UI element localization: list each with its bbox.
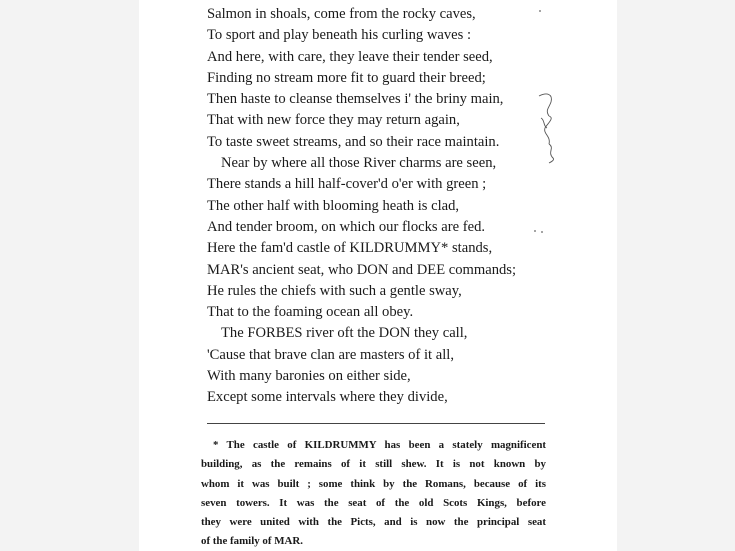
poem-line: And tender broom, on which our flocks are fed. <box>207 218 486 235</box>
poem-line: The other half with blooming heath is clad, <box>207 197 460 214</box>
poem-line: Except some intervals where they divide, <box>207 389 448 406</box>
poem-line: Finding no stream more fit to guard their breed; <box>207 69 486 86</box>
poem-text <box>207 4 607 409</box>
paper-speck <box>541 231 543 233</box>
poem-line: And here, with care, they leave their tender seed, <box>207 48 493 65</box>
poem-line: Salmon in shoals, come from the rocky caves, <box>207 6 476 22</box>
poem-line: To sport and play beneath his curling waves : <box>207 27 472 44</box>
poem-line: There stands a hill half-cover'd o'er with green ; <box>207 176 487 193</box>
footnote-line: they were united with the Picts, and is now the principal seat <box>201 516 546 529</box>
poem-line: The FORBES river oft the DON they call, <box>221 325 468 342</box>
paper-speck <box>539 10 541 12</box>
footnote-line: seven towers. It was the seat of the old Scots Kings, before <box>201 496 546 509</box>
poem-line: With many baronies on either side, <box>207 368 411 385</box>
poem-line: That with new force they may return again, <box>207 112 460 129</box>
handwritten-bracket-mark <box>537 88 567 164</box>
paper-speck <box>534 230 536 232</box>
poem-line: To taste sweet streams, and so their race maintain. <box>207 133 500 150</box>
poem-line: Then haste to cleanse themselves i' the briny main, <box>207 91 504 108</box>
poem-line: That to the foaming ocean all obey. <box>207 304 414 321</box>
poem-line: 'Cause that brave clan are masters of it all, <box>207 346 454 363</box>
footnote-line: * The castle of KILDRUMMY has been a stately magnificent <box>213 439 546 451</box>
footnote-line: of the family of MAR. <box>201 535 303 548</box>
footnote-line: building, as the remains of it still shew. It is not known by <box>201 458 546 471</box>
footnote <box>201 436 546 551</box>
poem-line: MAR's ancient seat, who DON and DEE commands; <box>207 261 517 278</box>
book-page <box>139 0 617 551</box>
footnote-line: whom it was built ; some think by the Romans, because of its <box>201 477 546 490</box>
poem-line: Here the fam'd castle of KILDRUMMY* stands, <box>207 240 493 257</box>
footnote-separator-rule <box>207 423 545 424</box>
poem-line: He rules the chiefs with such a gentle sway, <box>207 282 462 299</box>
poem-line: Near by where all those River charms are seen, <box>221 155 497 172</box>
